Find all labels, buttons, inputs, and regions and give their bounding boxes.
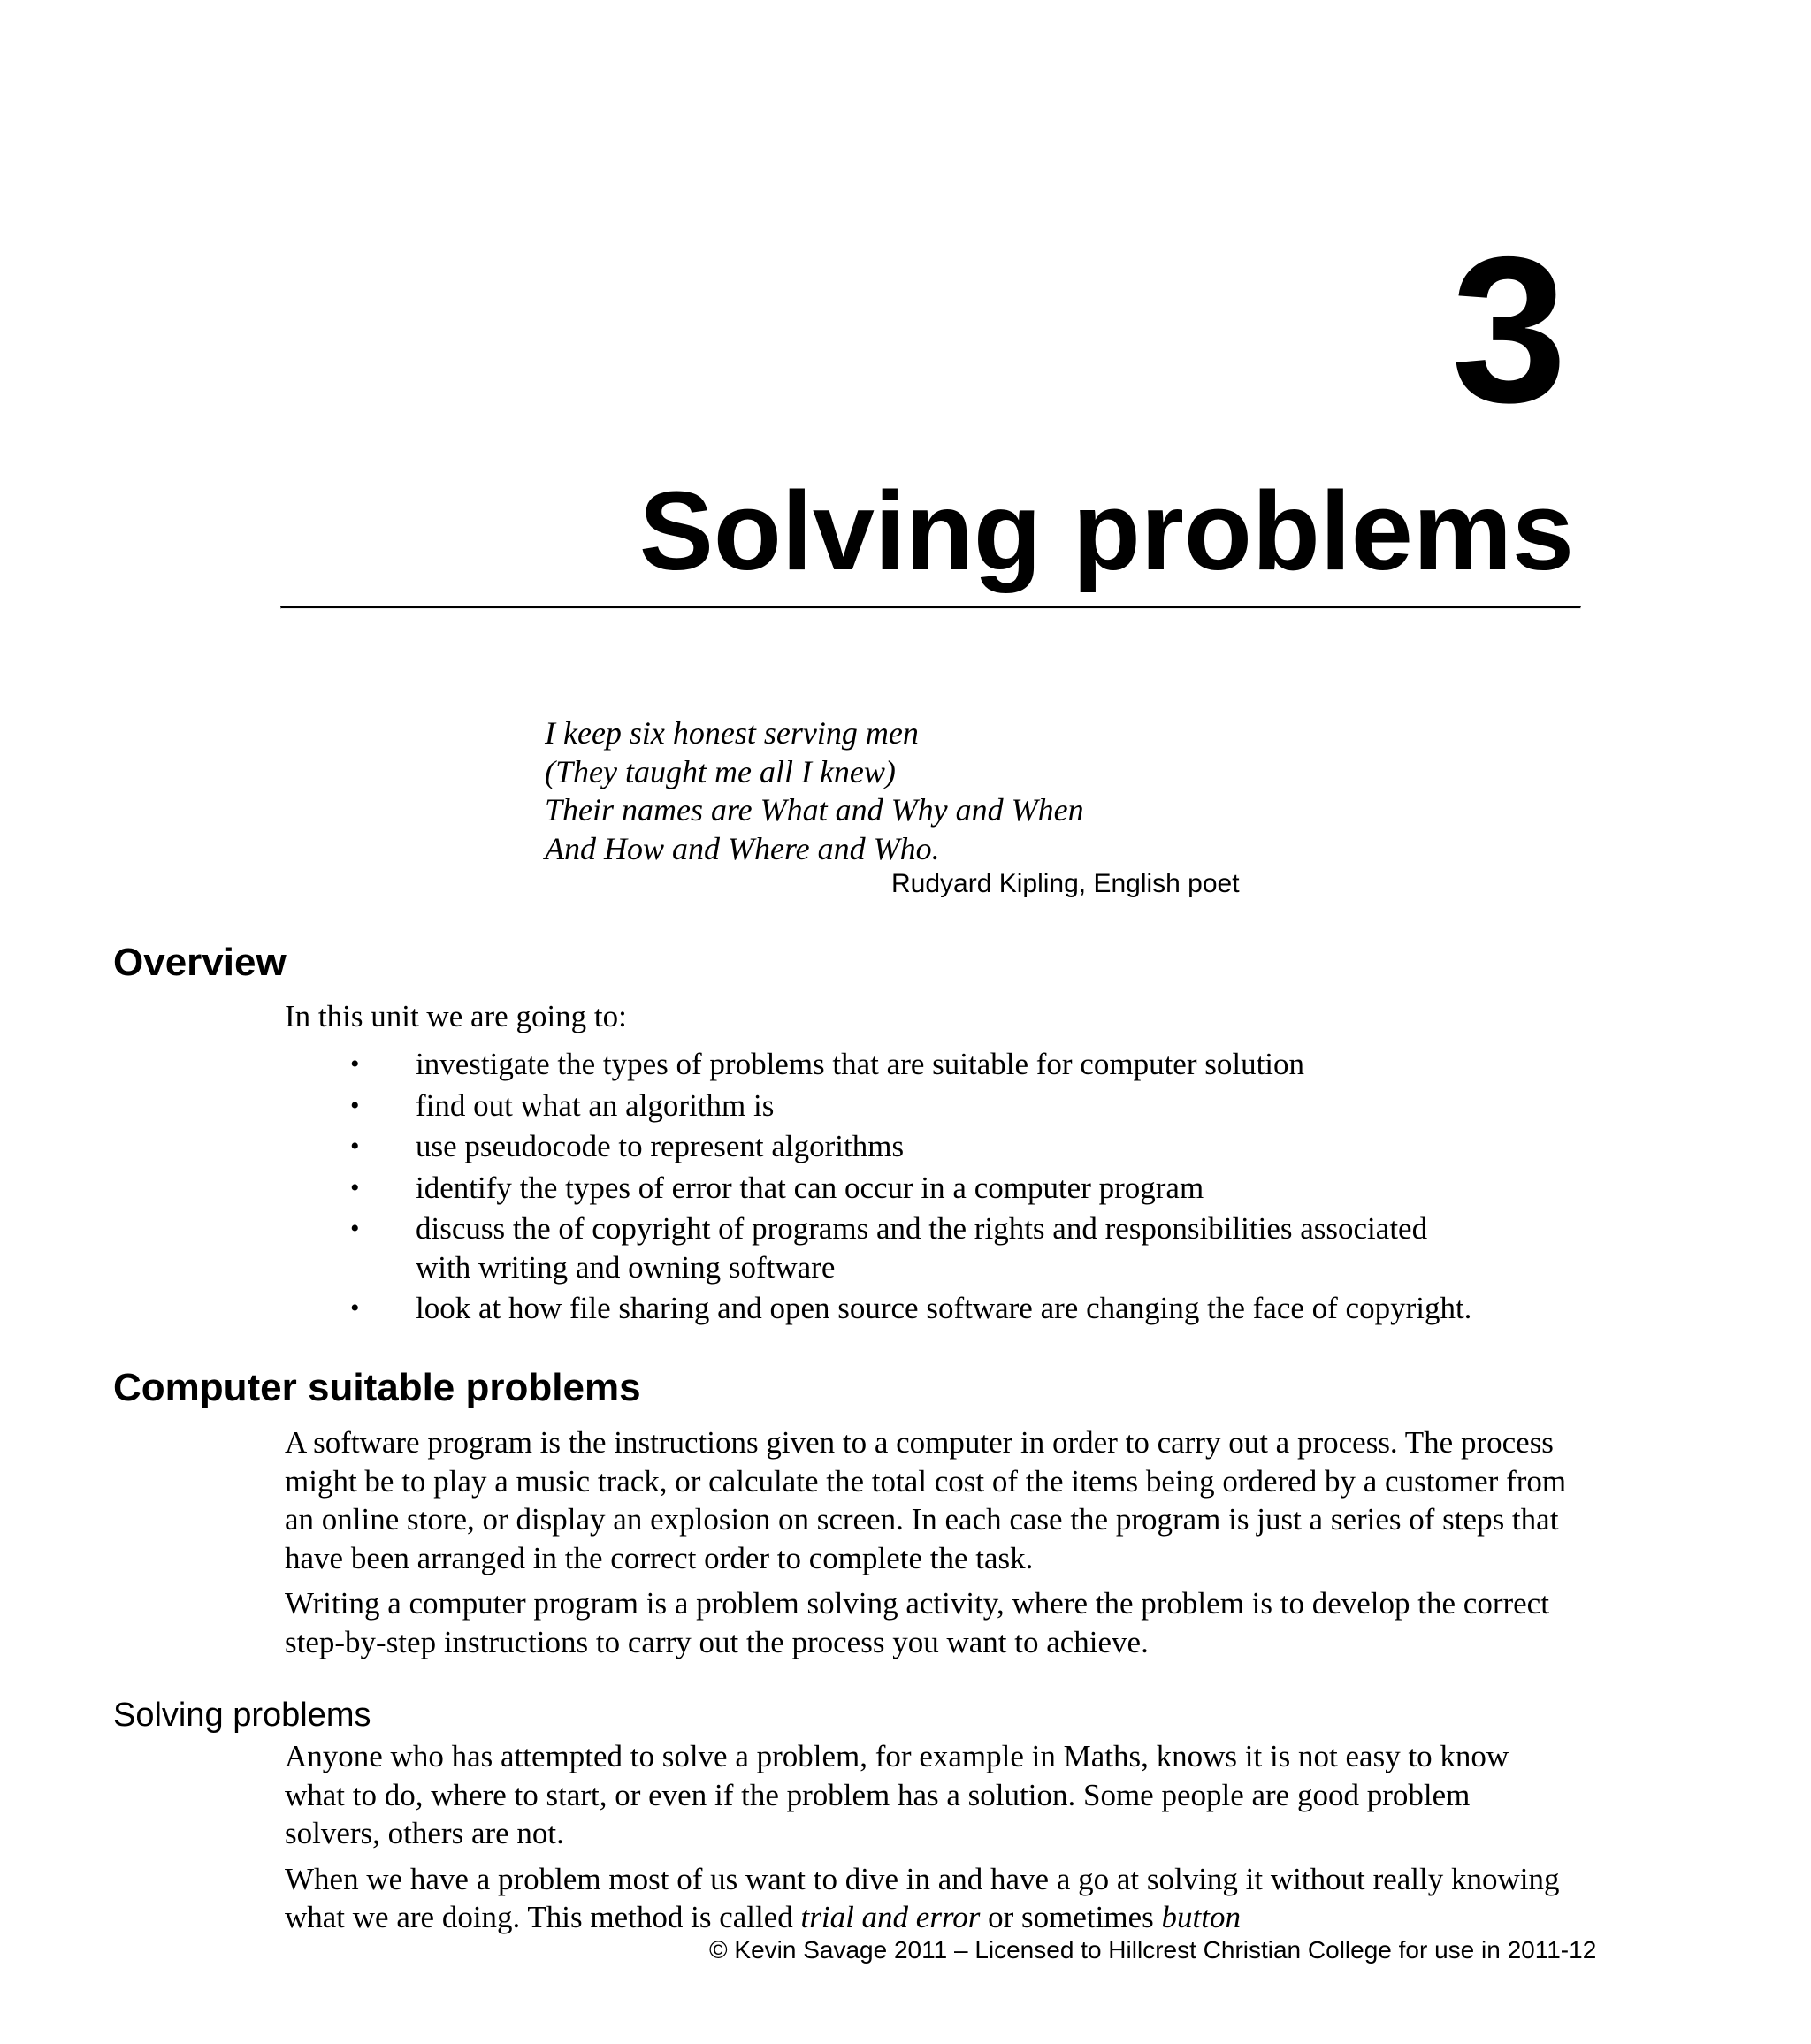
computer-suitable-heading: Computer suitable problems <box>113 1366 641 1409</box>
epigraph <box>545 714 1084 868</box>
chapter-title: Solving problems <box>638 469 1574 593</box>
solving-problems-section <box>285 1737 1576 1937</box>
list-item <box>285 1289 1585 1328</box>
paragraph <box>285 1860 1576 1937</box>
list-item <box>285 1087 1585 1125</box>
bullet-icon: • <box>350 1214 360 1243</box>
overview-list <box>285 1045 1585 1331</box>
computer-suitable-section <box>285 1423 1576 1661</box>
bullet-icon: • <box>350 1090 360 1120</box>
list-item-text: discuss the of copyright of programs and the rights and responsibilities associated with writing and owning software <box>416 1211 1428 1285</box>
solving-problems-heading: Solving problems <box>113 1697 371 1734</box>
overview-heading: Overview <box>113 941 287 984</box>
epigraph-line: (They taught me all I knew) <box>545 753 896 789</box>
epigraph-line: And How and Where and Who. <box>545 830 940 866</box>
bullet-icon: • <box>350 1293 360 1323</box>
list-item <box>285 1127 1585 1166</box>
overview-intro: In this unit we are going to: <box>285 999 627 1033</box>
copyright-footer: © Kevin Savage 2011 – Licensed to Hillcrest Christian College for use in 2011-12 <box>709 1936 1597 1964</box>
paragraph: Writing a computer program is a problem solving activity, where the problem is to develop the correct step-by-step instructions to carry out the process you want to achieve. <box>285 1586 1549 1659</box>
paragraph: A software program is the instructions given to a computer in order to carry out a process. The process might be to play a music track, or calculate the total cost of the items being ordered by a customer from an online store, or display an explosion on screen. In each case the program is just a series of steps that have been arranged in the correct order to complete the task. <box>285 1425 1567 1575</box>
paragraph: Anyone who has attempted to solve a problem, for example in Maths, knows it is not easy to know what to do, where to start, or even if the problem has a solution. Some people are good problem solvers, others are not. <box>285 1739 1509 1850</box>
list-item-text: use pseudocode to represent algorithms <box>416 1129 905 1163</box>
list-item-text: investigate the types of problems that are suitable for computer solution <box>416 1047 1305 1081</box>
epigraph-attribution: Rudyard Kipling, English poet <box>891 869 1240 898</box>
list-item-text: find out what an algorithm is <box>416 1087 775 1123</box>
epigraph-line: Their names are What and Why and When <box>545 792 1084 828</box>
bullet-icon: • <box>350 1172 360 1202</box>
list-item-text: look at how file sharing and open source software are changing the face of copyright. <box>416 1291 1472 1325</box>
bullet-icon: • <box>350 1132 360 1161</box>
chapter-number: 3 <box>1451 213 1567 446</box>
list-item <box>285 1209 1585 1286</box>
paragraph-text: or sometimes <box>980 1900 1162 1934</box>
bullet-icon: • <box>350 1049 360 1079</box>
epigraph-line: I keep six honest serving men <box>545 715 919 751</box>
list-item <box>285 1045 1585 1084</box>
list-item <box>285 1169 1585 1208</box>
paragraph-text: When we have a problem most of us want to dive in and have a go at solving it without really knowing what we are doing. This method is called <box>285 1861 1560 1934</box>
list-item-text: identify the types of error that can occur in a computer program <box>416 1170 1204 1205</box>
title-divider <box>280 606 1581 609</box>
emphasis-text: button <box>1161 1900 1241 1934</box>
emphasis-text: trial and error <box>800 1900 981 1934</box>
